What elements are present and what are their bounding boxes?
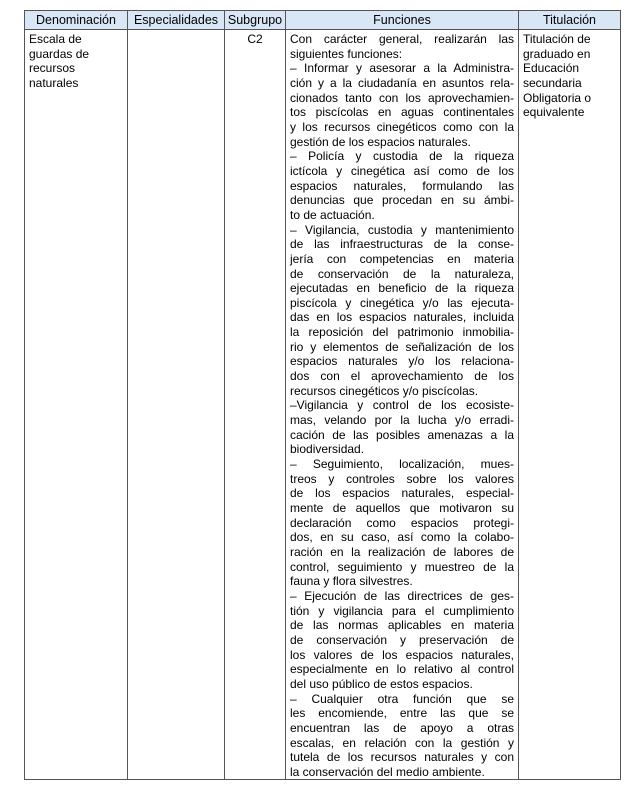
text-line: treos y controles sobre los valores [290, 471, 514, 486]
text-line: denuncias que procedan en su ámbi- [290, 193, 514, 208]
text-line: graduado en [523, 46, 591, 61]
text-line: – Policía y custodia de la riqueza [290, 149, 514, 164]
text-line: Educación [523, 61, 580, 76]
text-line: – Informar y asesorar a la Administra- [290, 61, 514, 76]
text-line: escalas, en relación con la gestión y [290, 735, 514, 750]
document-table [24, 10, 621, 780]
text-line: tos piscícolas en aguas continentales [290, 105, 514, 120]
text-line: Con carácter general, realizarán las [290, 32, 514, 46]
text-line: naturales [29, 75, 79, 90]
text-line: tión y vigilancia para el cumplimiento [290, 603, 514, 618]
text-line: los valores de los espacios naturales, [290, 647, 514, 662]
text-line: Obligatoria o [523, 90, 592, 105]
text-line: to de actuación. [290, 207, 375, 222]
text-line: secundaria [523, 75, 582, 90]
header-especialidades: Especialidades [128, 11, 225, 30]
text-line: piscícola y cinegética y/o las ejecuta- [290, 295, 514, 310]
header-subgrupo: Subgrupo [225, 11, 286, 30]
text-line: Escala de [29, 32, 82, 46]
text-line: control, seguimiento y muestreo de la [290, 559, 514, 574]
text-line: rio y elementos de señalización de los [290, 339, 514, 354]
text-line: declaración como espacios protegi- [290, 515, 514, 530]
text-line: dos con el aprovechamiento de los [290, 369, 514, 384]
text-line: espacios naturales, formulando las [290, 178, 514, 193]
text-line: de conservación y preservación de [290, 632, 514, 647]
cell-funciones [286, 30, 519, 780]
text-line: ictícola y cinegética así como de los [290, 163, 514, 178]
text-line: biodiversidad. [290, 442, 365, 457]
text-line: – Vigilancia, custodia y mantenimiento [290, 222, 514, 237]
text-line: la reposición del patrimonio inmobilia- [290, 325, 514, 340]
text-line: mas, velando por la lucha y/o erradi- [290, 413, 514, 428]
table-row [25, 30, 621, 780]
header-funciones: Funciones [286, 11, 519, 30]
text-line: guardas de [29, 46, 90, 61]
text-line: ejecutadas en beneficio de la riqueza [290, 281, 514, 296]
header-titulacion: Titulación [519, 11, 621, 30]
text-line: – Ejecución de las directrices de ges- [290, 588, 514, 603]
text-line: de conservación de la naturaleza, [290, 266, 514, 281]
text-line: les encomiende, entre las que se [290, 706, 514, 721]
text-line: tutela de los recursos naturales y con [290, 750, 514, 765]
text-line: fauna y flora silvestres. [290, 574, 413, 589]
text-line: – Cualquier otra función que se [290, 691, 514, 706]
text-line: y los recursos cinegéticos como con la [290, 119, 514, 134]
cell-subgrupo: C2 [225, 30, 286, 780]
text-line: jería con competencias en materia [290, 251, 514, 266]
text-line: – Seguimiento, localización, mues- [290, 457, 514, 472]
header-denominacion: Denominación [25, 11, 128, 30]
cell-especialidades [128, 30, 225, 780]
text-line: encuentran las de apoyo a otras [290, 720, 514, 735]
text-line: cación de las posibles amenazas a la [290, 427, 514, 442]
text-line: la conservación del medio ambiente. [290, 764, 485, 779]
text-line: cionados tanto con los aprovechamien- [290, 90, 514, 105]
text-line: de las infraestructuras de la conse- [290, 237, 514, 252]
text-line: recursos cinegéticos y/o piscícolas. [290, 383, 479, 398]
text-line: ración en la realización de labores de [290, 544, 514, 559]
text-line: dos, en su caso, así como la colabo- [290, 530, 514, 545]
text-line: –Vigilancia y control de los ecosiste- [290, 398, 514, 413]
text-line: gestión de los espacios naturales. [290, 134, 471, 149]
text-line: Titulación de [523, 32, 591, 46]
text-line: recursos [29, 61, 76, 76]
text-line: equivalente [523, 105, 585, 120]
text-line: ción y a la ciudadanía en asuntos rela- [290, 75, 514, 90]
text-line: de los espacios naturales, especial- [290, 486, 514, 501]
text-line: especialmente en lo relativo al control [290, 662, 514, 677]
text-line: del uso público de estos espacios. [290, 676, 473, 691]
text-line: mente de aquellos que motivaron su [290, 501, 514, 515]
text-line: espacios naturales y/o los relaciona- [290, 354, 514, 369]
header-row [25, 11, 621, 30]
cell-titulacion [519, 30, 621, 780]
text-line: siguientes funciones: [290, 46, 403, 61]
text-line: de las normas aplicables en materia [290, 618, 514, 633]
text-line: das en los espacios naturales, incluida [290, 310, 514, 325]
cell-denominacion [25, 30, 128, 780]
